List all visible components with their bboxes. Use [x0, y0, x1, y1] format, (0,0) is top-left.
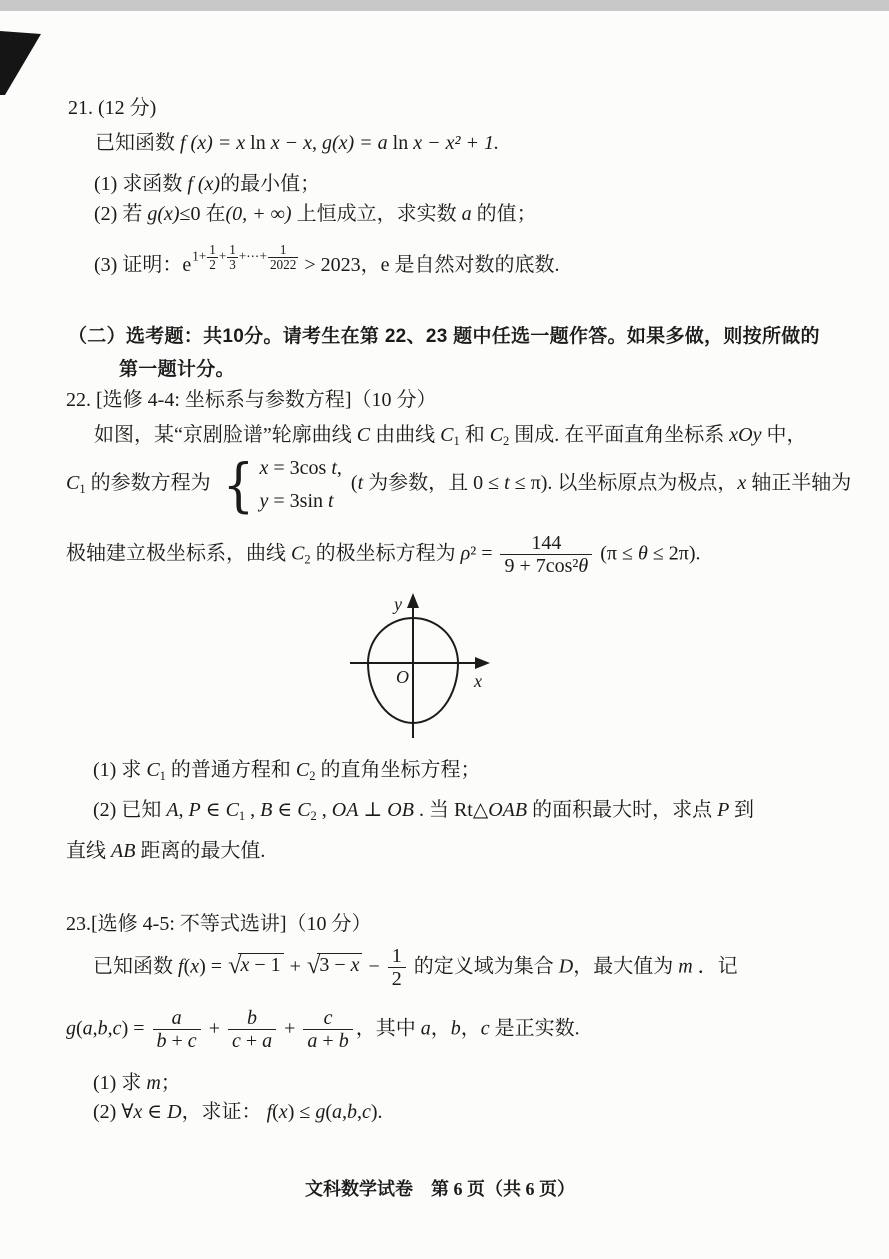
- text-run: a: [461, 203, 477, 225]
- text-run: ,: [316, 799, 332, 821]
- text-run: g: [315, 1101, 326, 1123]
- problem-22-polar-line: [66, 533, 701, 577]
- text-run: c: [231, 1030, 241, 1052]
- text-run: 极轴建立极坐标系，曲线: [66, 542, 291, 565]
- text-run: x: [240, 953, 250, 976]
- text-run: C: [356, 424, 376, 446]
- subscript: 2: [503, 434, 510, 448]
- section-2-instructions-line-1: [68, 323, 820, 350]
- text-run: e: [182, 254, 192, 276]
- text-run: +: [203, 1017, 225, 1040]
- text-run: (1): [93, 1072, 122, 1094]
- text-run: C: [66, 472, 80, 495]
- text-run: OA: [331, 799, 359, 821]
- text-run: b: [347, 1101, 357, 1123]
- fraction: [388, 946, 406, 990]
- text-run: 1: [229, 241, 236, 257]
- text-run: 以坐标原点为极点，: [557, 472, 738, 495]
- problem-22-question-1: [93, 757, 481, 789]
- subscript: 1: [159, 769, 166, 783]
- text-run: (12 分): [98, 97, 157, 119]
- text-run: c: [480, 1017, 495, 1040]
- denominator: [207, 257, 218, 272]
- text-run: ，: [430, 1017, 451, 1040]
- text-run: 的极坐标方程为: [310, 542, 461, 565]
- superscript: [192, 243, 299, 272]
- subscript: 1: [79, 482, 86, 497]
- text-run: ² =: [470, 542, 498, 565]
- text-run: ≤ 2π).: [647, 542, 701, 565]
- scan-top-edge: [0, 0, 889, 11]
- text-run: 当: [428, 799, 454, 821]
- text-run: C: [146, 759, 160, 781]
- text-run: (: [76, 1017, 83, 1040]
- text-run: g: [66, 1017, 76, 1040]
- fraction: [500, 533, 592, 577]
- text-run: ) =: [199, 955, 228, 978]
- text-run: ∀: [121, 1101, 134, 1123]
- text-run: c: [112, 1017, 122, 1040]
- text-run: 是自然对数的底数.: [394, 254, 560, 276]
- text-run: C: [297, 799, 311, 821]
- numerator: [320, 1008, 337, 1029]
- problem-22-heading: [66, 387, 437, 413]
- text-run: 如图，某“京剧脸谱”轮廓曲线: [94, 424, 357, 446]
- text-run: t: [357, 472, 369, 495]
- text-run: A: [166, 799, 179, 821]
- text-run: ,: [92, 1017, 98, 1040]
- text-run: B: [260, 799, 273, 821]
- section-2-instructions-line-2: [119, 356, 235, 383]
- text-run: (2): [93, 1101, 122, 1123]
- text-run: ,: [336, 457, 342, 479]
- problem-23-intro: [93, 946, 738, 990]
- subscript: 2: [310, 809, 317, 823]
- subscript: 2: [304, 552, 311, 567]
- problem-21-question-2: [94, 201, 537, 227]
- numerator: [207, 243, 218, 257]
- text-run: C: [489, 424, 504, 446]
- text-run: b: [450, 1017, 461, 1040]
- text-run: AB: [111, 840, 141, 862]
- denominator: [500, 554, 592, 577]
- text-run: y: [259, 490, 269, 512]
- corner-triangle: [0, 31, 41, 95]
- text-run: g(x) = a: [321, 132, 393, 154]
- text-run: +: [279, 1017, 301, 1040]
- text-run: +: [218, 248, 227, 264]
- text-run: a: [307, 1030, 318, 1052]
- text-run: ,: [178, 799, 189, 821]
- denominator: [268, 257, 298, 272]
- text-run: C: [225, 799, 239, 821]
- text-run: a: [171, 1007, 182, 1029]
- x-axis-label: x: [474, 671, 482, 691]
- radical-icon: √: [228, 951, 242, 979]
- text-run: c: [187, 1030, 197, 1052]
- text-run: 求: [121, 759, 147, 781]
- text-run: (2): [93, 799, 122, 821]
- text-run: 1+: [192, 248, 207, 264]
- text-run: b: [338, 1030, 349, 1052]
- text-run: P: [188, 799, 201, 821]
- text-run: D: [558, 955, 574, 978]
- text-run: ).: [370, 1101, 383, 1123]
- problem-21-intro: [95, 130, 499, 156]
- text-run: ，: [460, 1017, 481, 1040]
- text-run: 若: [122, 203, 148, 225]
- denominator: [228, 1029, 276, 1052]
- text-run: c: [323, 1007, 333, 1029]
- text-run: 是正实数.: [494, 1017, 580, 1040]
- text-run: P: [717, 799, 734, 821]
- text-run: 求: [121, 1072, 147, 1094]
- subscript: 2: [309, 769, 316, 783]
- text-run: t: [331, 457, 337, 479]
- text-run: 围成. 在平面直角坐标系: [509, 424, 730, 446]
- text-run: +: [284, 955, 306, 978]
- text-run: t: [504, 472, 510, 495]
- problem-22-intro: [94, 422, 807, 454]
- text-run: > 2023: [299, 254, 361, 276]
- text-run: x: [133, 1101, 143, 1123]
- text-run: ．记: [692, 955, 738, 978]
- text-run: （二）选考题：共10分。请考生在第 22、23 题中任选一题作答。如果多做，则按所做的: [68, 326, 820, 347]
- fraction: [228, 1008, 276, 1052]
- text-run: a: [262, 1030, 273, 1052]
- text-run: 直线: [66, 840, 111, 862]
- text-run: 证明：: [122, 254, 183, 276]
- text-run: 的值；: [476, 203, 537, 225]
- text-run: ⊥: [358, 799, 388, 821]
- text-run: ,: [357, 1101, 362, 1123]
- text-run: .: [413, 799, 429, 821]
- text-run: ) ≤: [287, 1101, 316, 1123]
- cases-system: [220, 450, 342, 519]
- problem-21-question-1: [94, 171, 320, 197]
- problem-23-g-definition: [66, 1008, 580, 1052]
- text-run: ，: [360, 254, 381, 276]
- text-run: 9 + 7cos²: [504, 555, 579, 577]
- problem-22-question-2-line-2: [66, 838, 265, 864]
- text-run: b: [97, 1017, 108, 1040]
- cases-row: [260, 488, 342, 514]
- text-run: 和: [459, 424, 490, 446]
- radicand: [317, 953, 362, 976]
- text-run: ≤ π).: [509, 472, 558, 495]
- numerator: [168, 1008, 186, 1029]
- denominator: [153, 1029, 201, 1052]
- text-run: 在: [205, 203, 226, 225]
- text-run: ln: [392, 132, 414, 154]
- text-run: x: [278, 1101, 288, 1123]
- text-run: 已知函数: [93, 955, 178, 978]
- text-run: x − x² + 1.: [413, 132, 499, 154]
- text-run: = 3sin: [268, 490, 329, 512]
- text-run: a: [332, 1101, 342, 1123]
- text-run: C: [291, 542, 305, 565]
- text-run: +⋯+: [238, 248, 267, 264]
- text-run: 22.: [66, 389, 96, 411]
- text-run: 2: [391, 968, 402, 990]
- text-run: 求函数: [122, 173, 188, 195]
- text-run: 的直角坐标方程；: [315, 759, 481, 781]
- text-run: 的普通方程和: [165, 759, 296, 781]
- text-run: m: [146, 1072, 161, 1094]
- y-axis-label: y: [394, 594, 402, 614]
- text-run: (1): [93, 759, 122, 781]
- text-run: 到: [733, 799, 754, 821]
- text-run: ；: [160, 1072, 181, 1094]
- text-run: ≤0: [179, 203, 206, 225]
- text-run: (: [325, 1101, 332, 1123]
- text-run: 144: [531, 532, 562, 554]
- text-run: 0 ≤: [473, 472, 505, 495]
- text-run: ，最大值为: [573, 955, 679, 978]
- text-run: ，求证：: [181, 1101, 267, 1123]
- problem-22-parametric-line: [66, 450, 852, 519]
- square-root: [307, 953, 363, 980]
- text-run: g(x): [147, 203, 180, 225]
- text-run: 中，: [766, 424, 807, 446]
- text-run: ∈: [142, 1101, 168, 1123]
- text-run: 3 −: [319, 953, 351, 976]
- text-run: f: [266, 1101, 273, 1123]
- text-run: xOy: [729, 424, 767, 446]
- text-run: [选修 4-4: 坐标系与参数方程]（10 分）: [96, 389, 437, 411]
- problem-22-question-2-line-1: [93, 797, 754, 829]
- text-run: (π ≤: [595, 542, 638, 565]
- page-footer: 文科数学试卷 第 6 页（共 6 页）: [305, 1179, 575, 1199]
- left-brace-icon: {: [222, 450, 254, 519]
- text-run: e: [380, 254, 395, 276]
- text-run: f: [178, 955, 184, 978]
- text-run: +: [166, 1030, 188, 1052]
- text-run: Rt△: [453, 799, 489, 821]
- text-run: (: [345, 472, 358, 495]
- text-run: c: [362, 1101, 371, 1123]
- text-run: ln: [250, 132, 271, 154]
- fraction: [153, 1008, 201, 1052]
- problem-23-question-1: [93, 1070, 181, 1096]
- text-run: 2022: [269, 256, 297, 272]
- text-run: 的面积最大时，求点: [532, 799, 718, 821]
- text-run: ∈: [272, 799, 298, 821]
- square-root: [228, 953, 284, 980]
- fraction: [268, 243, 298, 272]
- text-run: x − x: [270, 132, 312, 154]
- text-run: +: [317, 1030, 339, 1052]
- text-run: ∈: [200, 799, 226, 821]
- text-run: +: [240, 1030, 263, 1052]
- text-run: ,: [107, 1017, 113, 1040]
- text-run: x: [350, 953, 360, 976]
- scan-corner-mark-icon: [0, 28, 62, 106]
- text-run: 为参数，且: [368, 472, 474, 495]
- text-run: a: [82, 1017, 93, 1040]
- text-run: ,: [245, 799, 261, 821]
- text-run: (1): [94, 173, 123, 195]
- y-axis-arrow-icon: [407, 593, 419, 608]
- text-run: f (x): [187, 173, 221, 195]
- text-run: 已知函数: [95, 132, 180, 154]
- text-run: 1: [209, 241, 216, 257]
- text-run: (3): [94, 254, 123, 276]
- text-run: (: [183, 955, 191, 978]
- text-run: C: [295, 759, 310, 781]
- text-run: x: [259, 457, 269, 479]
- text-run: f (x) = x: [180, 132, 251, 154]
- numerator: [278, 243, 289, 257]
- text-run: 距离的最大值.: [140, 840, 266, 862]
- text-run: 2: [209, 256, 216, 272]
- x-axis-arrow-icon: [475, 657, 490, 669]
- text-run: − 1: [249, 953, 281, 976]
- text-run: ，其中: [355, 1017, 421, 1040]
- text-run: 第一题计分。: [119, 359, 235, 380]
- text-run: 上恒成立，求实数: [291, 203, 462, 225]
- text-run: 的参数方程为: [85, 472, 216, 495]
- text-run: (2): [94, 203, 123, 225]
- problem-21-question-3: [94, 241, 560, 282]
- subscript: 1: [238, 809, 246, 823]
- fraction: [303, 1008, 352, 1052]
- text-run: 的定义域为集合: [408, 955, 559, 978]
- text-run: b: [156, 1030, 167, 1052]
- text-run: m: [678, 955, 693, 978]
- text-run: 3: [229, 256, 236, 272]
- text-run: OAB: [488, 799, 533, 821]
- denominator: [388, 967, 406, 990]
- text-run: x: [737, 472, 752, 495]
- problem-21-heading: [68, 95, 156, 121]
- cases-row: [260, 455, 342, 481]
- radical-icon: √: [306, 951, 321, 979]
- text-run: (0, + ∞): [225, 203, 292, 225]
- radicand: [238, 953, 283, 976]
- text-run: 1: [391, 945, 402, 967]
- text-run: ρ: [460, 542, 471, 565]
- subscript: 1: [453, 434, 460, 448]
- text-run: C: [440, 424, 454, 446]
- text-run: b: [247, 1007, 258, 1029]
- text-run: θ: [637, 542, 648, 565]
- problem-22-figure: [328, 588, 528, 753]
- text-run: (: [272, 1101, 279, 1123]
- text-run: t: [328, 490, 334, 512]
- text-run: θ: [578, 555, 589, 577]
- denominator: [303, 1029, 352, 1052]
- problem-23-question-2: [93, 1099, 383, 1125]
- text-run: 的最小值；: [220, 173, 321, 195]
- text-run: 由曲线: [375, 424, 441, 446]
- fraction: [207, 243, 218, 272]
- fraction: [227, 243, 238, 272]
- text-run: 轴正半轴为: [751, 472, 852, 495]
- problem-23-heading: [66, 911, 372, 937]
- numerator: [243, 1008, 261, 1029]
- text-run: ,: [311, 132, 322, 154]
- numerator: [227, 243, 238, 257]
- numerator: [527, 533, 565, 554]
- text-run: [选修 4-5: 不等式选讲]（10 分）: [91, 913, 372, 935]
- text-run: x: [190, 955, 200, 978]
- text-run: a: [420, 1017, 431, 1040]
- text-run: 23.: [66, 913, 91, 935]
- text-run: ,: [342, 1101, 347, 1123]
- text-run: OB: [387, 799, 414, 821]
- text-run: D: [167, 1101, 182, 1123]
- denominator: [227, 257, 238, 272]
- cases-rows: [260, 455, 342, 514]
- text-run: ) =: [121, 1017, 150, 1040]
- text-run: −: [363, 955, 385, 978]
- origin-label: O: [396, 667, 409, 687]
- numerator: [388, 946, 406, 967]
- text-run: 1: [279, 241, 287, 257]
- text-run: = 3cos: [268, 457, 332, 479]
- text-run: 21.: [68, 97, 98, 119]
- text-run: 已知: [121, 799, 167, 821]
